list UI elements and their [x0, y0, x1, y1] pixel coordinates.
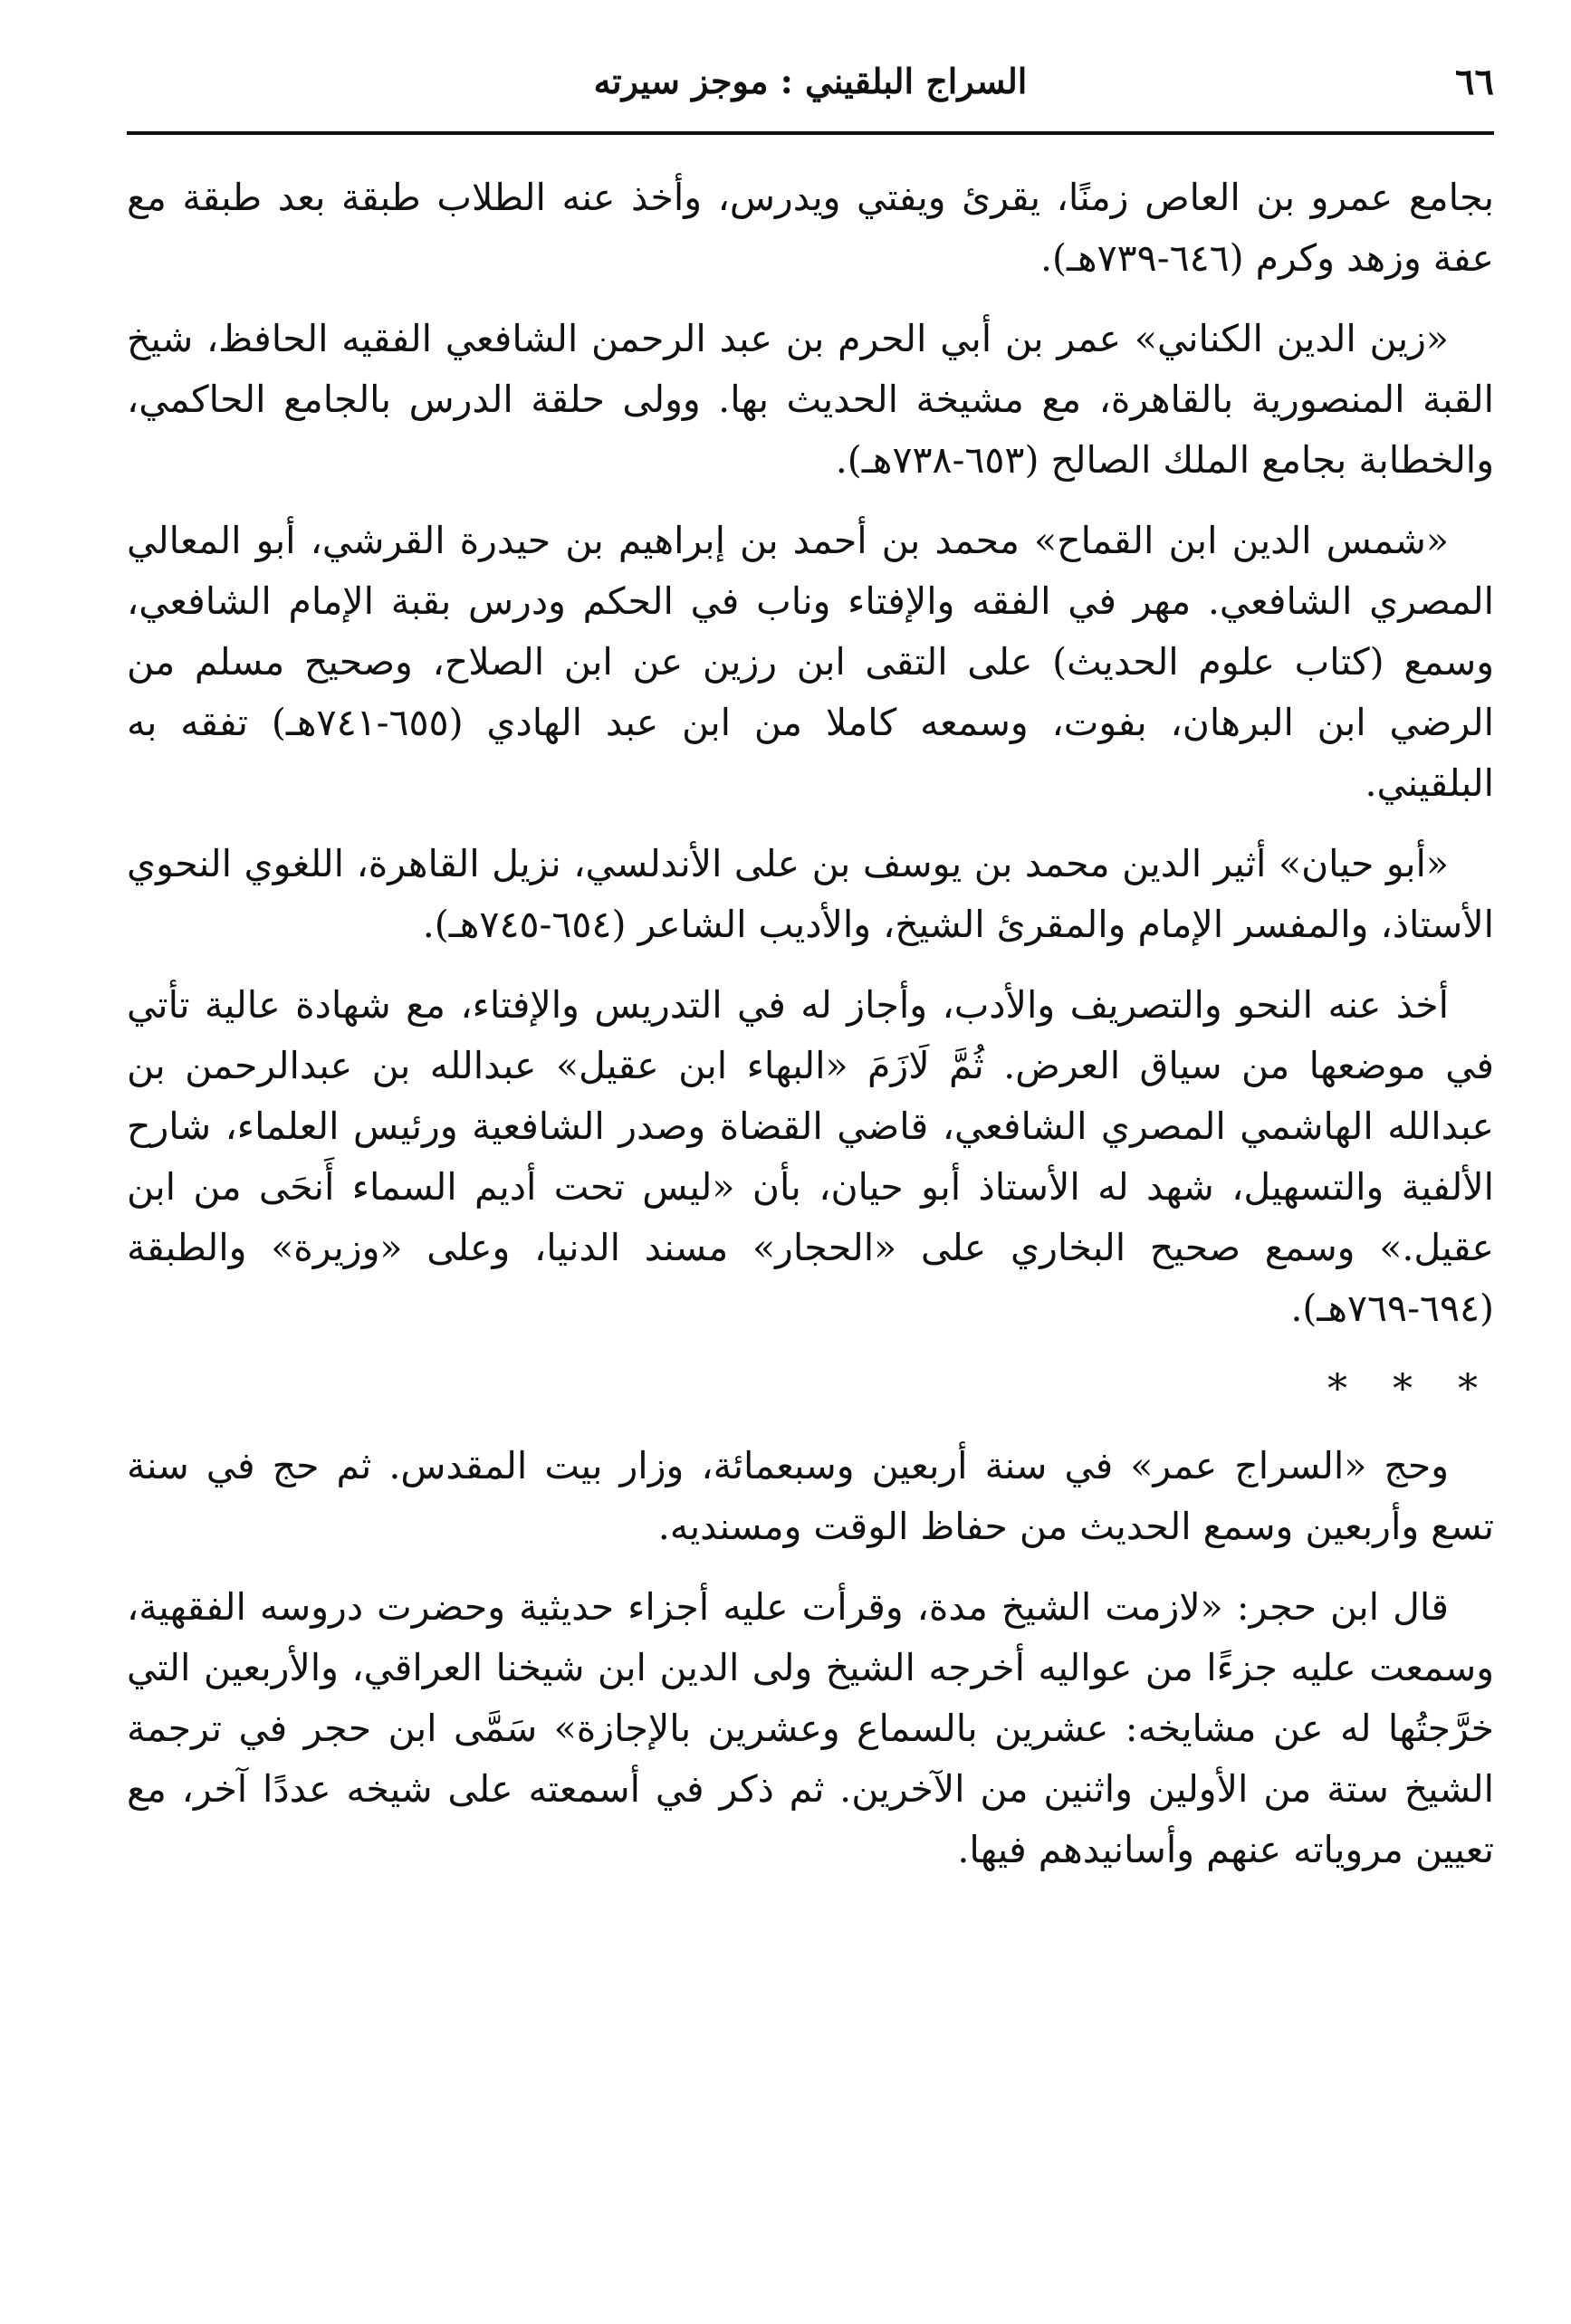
running-title: السراج البلقيني : موجز سيرته: [593, 61, 1028, 101]
paragraph-7: قال ابن حجر: «لازمت الشيخ مدة، وقرأت عليه أجزاء حديثية وحضرت دروسه الفقهية، وسمعت عليه جزءًا من عواليه أخرجه الشيخ ولى الدين ابن شيخنا العراقي، والأربعين التي خرَّجتُها له عن مشايخه: عشرين بالسماع وعشرين بالإجازة» سَمَّى ابن حجر في ترجمة الشيخ ستة من الأولين واثنين من الآخرين. ثم ذكر في أسمعته على شيخه عددًا آخر، مع تعيين مروياته عنهم وأسانيدهم فيها.: [127, 1585, 1494, 1871]
paragraph-3: «شمس الدين ابن القماح» محمد بن أحمد بن إبراهيم بن حيدرة القرشي، أبو المعالي المصري الشافعي. مهر في الفقه والإفتاء وناب في الحكم ودرس بقبة الإمام الشافعي، وسمع (كتاب علوم الحديث) على التقى ابن رزين عن ابن الصلاح، وصحيح مسلم من الرضي ابن البرهان، بفوت، وسمعه كاملا من ابن عبد الهادي (٦٥٥-٧٤١هـ) تفقه به البلقيني.: [127, 519, 1494, 805]
paragraph-1: بجامع عمرو بن العاص زمنًا، يقرئ ويفتي ويدرس، وأخذ عنه الطلاب طبقة بعد طبقة مع عفة وزهد وكرم (٦٤٦-٧٣٩هـ).: [127, 176, 1494, 280]
paragraph-6: وحج «السراج عمر» في سنة أربعين وسبعمائة، وزار بيت المقدس. ثم حج في سنة تسع وأربعين وسمع الحديث من حفاظ الوقت ومسنديه.: [127, 1444, 1494, 1548]
page-header: [127, 50, 1494, 135]
section-ornament: * * *: [1327, 1366, 1494, 1412]
body-text: [127, 167, 1494, 1900]
paragraph-4: «أبو حيان» أثير الدين محمد بن يوسف بن على الأندلسي، نزيل القاهرة، اللغوي النحوي الأستاذ، والمفسر الإمام والمقرئ الشيخ، والأديب الشاعر (٦٥٤-٧٤٥هـ).: [127, 842, 1494, 946]
page-number: ٦٦: [1455, 61, 1494, 103]
paragraph-2: «زين الدين الكناني» عمر بن أبي الحرم بن عبد الرحمن الشافعي الفقيه الحافظ، شيخ القبة المنصورية بالقاهرة، مع مشيخة الحديث بها. وولى حلقة الدرس بالجامع الحاكمي، والخطابة بجامع الملك الصالح (٦٥٣-٧٣٨هـ).: [127, 317, 1494, 482]
paragraph-5: أخذ عنه النحو والتصريف والأدب، وأجاز له في التدريس والإفتاء، مع شهادة عالية تأتي في موضعها من سياق العرض. ثُمَّ لَازَمَ «البهاء ابن عقيل» عبدالله بن عبدالرحمن بن عبدالله الهاشمي المصري الشافعي، قاضي القضاة وصدر الشافعية ورئيس العلماء، شارح الألفية والتسهيل، شهد له الأستاذ أبو حيان، بأن «ليس تحت أديم السماء أَنحَى من ابن عقيل.» وسمع صحيح البخاري على «الحجار» مسند الدنيا، وعلى «وزيرة» والطبقة (٦٩٤-٧٦٩هـ).: [127, 983, 1494, 1330]
